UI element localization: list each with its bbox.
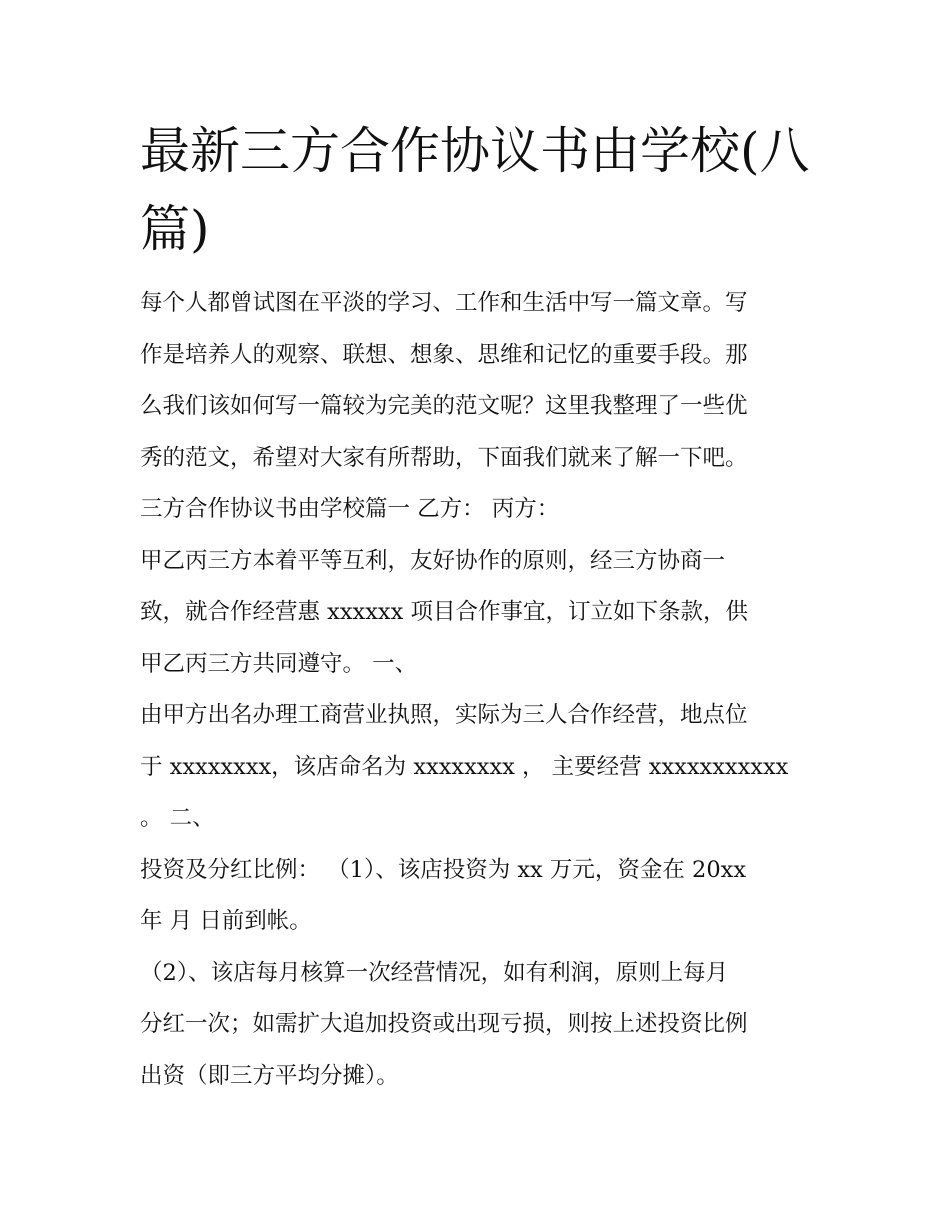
body-line: 甲乙丙三方本着平等互利，友好协作的原则，经三方协商一 <box>140 547 726 574</box>
body-line: 作是培养人的观察、联想、想象、思维和记忆的重要手段。那 <box>140 341 748 368</box>
body-line: 么我们该如何写一篇较为完美的范文呢？这里我整理了一些优 <box>140 393 748 419</box>
title-line: 篇) <box>140 200 210 258</box>
body-line: 年 月 日前到帐。 <box>140 908 312 934</box>
body-line: 三方合作协议书由学校篇一 乙方： 丙方： <box>140 496 560 522</box>
body-line: 于 xxxxxxxx，该店命名为 xxxxxxxx ， 主要经营 xxxxxxxxxxx <box>140 753 789 780</box>
body-line: 秀的范文，希望对大家有所帮助，下面我们就来了解一下吧。 <box>140 444 748 471</box>
body-line: 分红一次；如需扩大追加投资或出现亏损，则按上述投资比例 <box>140 1011 748 1037</box>
document-title <box>140 112 820 268</box>
body-line: 投资及分红比例： （1）、该店投资为 xx 万元，资金在 20xx <box>140 856 747 883</box>
title-line: 最新三方合作协议书由学校(八 <box>140 122 810 180</box>
body-line: 甲乙丙三方共同遵守。 一、 <box>140 650 418 677</box>
document-body <box>140 278 830 1102</box>
body-line: 由甲方出名办理工商营业执照，实际为三人合作经营，地点位 <box>140 702 748 728</box>
body-line: 致，就合作经营惠 xxxxxx 项目合作事宜，订立如下条款，供 <box>140 599 748 625</box>
body-line: 每个人都曾试图在平淡的学习、工作和生活中写一篇文章。写 <box>140 290 748 316</box>
body-line: 出资（即三方平均分摊）。 <box>140 1062 399 1089</box>
body-line: （2）、该店每月核算一次经营情况，如有利润，原则上每月 <box>140 959 729 986</box>
body-line: 。 二、 <box>140 805 215 831</box>
